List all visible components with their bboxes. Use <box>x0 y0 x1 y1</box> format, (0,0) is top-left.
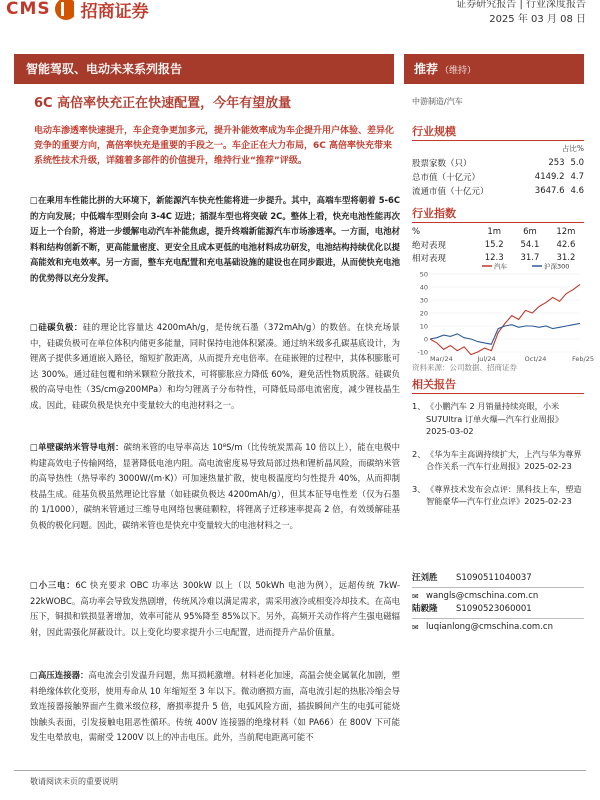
report-type: 证券研究报告 | 行业深度报告 <box>456 0 586 10</box>
industry-scale-heading: 行业规模 <box>412 125 456 138</box>
related-reports-list <box>412 400 584 518</box>
table-row <box>412 238 584 251</box>
paragraph-small-three-electric <box>30 578 400 640</box>
cell: 54.1 <box>520 239 540 250</box>
list-item[interactable] <box>412 448 584 473</box>
footer-divider <box>14 770 586 771</box>
legend-label: 汽车 <box>494 262 507 271</box>
cell: 4149.2 <box>534 172 565 182</box>
cell: 31.2 <box>556 252 576 263</box>
cell: 1m <box>487 226 502 237</box>
x-tick-label: Mar/24 <box>430 355 453 363</box>
cell: 15.2 <box>484 239 504 250</box>
series-line-auto <box>430 284 580 354</box>
top-header <box>0 0 600 34</box>
logo-cn-text: 招商证券 <box>80 1 149 22</box>
chart-source: 资料来源：公司数据、招商证券 <box>412 363 517 372</box>
y-tick-label: 50 <box>419 270 428 279</box>
industry-scale-table <box>412 156 584 198</box>
analyst-name: 汪刘胜 <box>412 573 438 583</box>
logo-mark-icon <box>55 0 77 20</box>
cell: 总市值（十亿元） <box>412 173 481 183</box>
series-banner: 智能驾驭、电动未来系列报告 <box>14 54 394 84</box>
paragraph-silicon-carbon <box>30 320 400 413</box>
table-row <box>412 156 584 170</box>
report-title: 6C 高倍率快充正在快速配置，今年有望放量 <box>34 96 292 111</box>
y-tick-label: 0 <box>423 335 428 344</box>
index-performance-table <box>412 225 584 264</box>
list-item[interactable] <box>412 483 584 508</box>
paragraph-hv-connector <box>30 668 400 746</box>
related-reports-heading: 相关报告 <box>412 378 456 391</box>
legend-label: 沪深300 <box>544 262 570 271</box>
cell: 相对表现 <box>412 253 447 264</box>
analyst-name: 陆毅隆 <box>412 604 438 614</box>
cell: 3647.6 <box>534 186 565 196</box>
y-tick-label: -10 <box>417 348 428 357</box>
y-tick-label: 10 <box>419 322 428 331</box>
analyst-id: S1090523060001 <box>456 604 532 614</box>
x-tick-label: Oct/24 <box>524 355 547 363</box>
divider <box>412 618 584 619</box>
divider <box>412 140 584 141</box>
cell: 流通市值（十亿元） <box>412 187 489 197</box>
cell: 253 <box>548 158 565 168</box>
divider <box>412 587 584 588</box>
divider <box>412 393 584 394</box>
paragraph-heading: □单壁碳纳米管导电剂： <box>30 442 124 452</box>
paragraph-text: 高电流会引发温升问题，焦耳损耗激增。材料老化加速，高温会使金属氧化加剧，塑料绝缘体软化变形，使用寿命从 10 年缩短至 3 年以下。微动磨损方面，高电流引起的热胀冷缩会导致连接器接触界面产生微米级位移，磨损率提升 5 倍，电弧风险方面，插拔瞬间产生的电弧可能烧蚀触头表面，引发接触电阻恶性循环。传统 400V 连接器的绝缘材料（如 PA66）在 800V 下可能发生电晕放电，需耐受 1200V 以上的冲击电压。此外，当前爬电距离可能不 <box>30 670 401 742</box>
index-line-chart <box>412 260 594 370</box>
paragraph-overview: □在乘用车性能比拼的大环境下，新能源汽车快充性能将进一步提升。其中，高端车型将朝着 5-6C 的方向发展；中低端车型则会向 3-4C 迈进；插混车型也将突破 2C。整体上看，快充电池性能再次迈上一个台阶，将进一步缓解电动汽车补能焦虑，提升终端新能源汽车市场渗透率。一方面，电池材料和结构创新不断，更高能量密度、更安全且成本更低的电池材料成功研发，电池结构持续优化以提高能效和充电效率。另一方面，整车充电配置和充电基础设施的建设也在同步跟进，从而使快充电池的优势得以充分发挥。 <box>30 195 400 283</box>
y-tick-label: 40 <box>419 283 428 292</box>
cell: 4.6 <box>570 186 584 196</box>
report-summary: 电动车渗透率快速提升，车企竞争更加多元，提升补能效率成为车企提升用户体验、差异化竞争的重要方向，高倍率快充是重要的手段之一。车企正在大力布局，6C 高倍率快充带来系统性技术升级，详随着多部件的价值提升，维持行业“推荐”评级。 <box>34 126 395 166</box>
report-link[interactable]: 《华为车主高调持续扩大，上汽与华为尊界合作关系一汽车行业周报》2025-02-23 <box>426 448 582 471</box>
footer-note: 敬请阅读末页的重要说明 <box>30 777 118 786</box>
list-index: 2、 <box>412 448 426 459</box>
analyst-row <box>412 572 584 585</box>
analyst-block <box>412 572 584 634</box>
header-meta <box>456 0 586 28</box>
y-tick-label: 20 <box>419 309 428 318</box>
report-date: 2025 年 03 月 08 日 <box>489 14 586 25</box>
cell: 12m <box>556 226 576 237</box>
rating-main: 推荐 <box>414 62 439 76</box>
table-row <box>412 184 584 198</box>
table-row <box>412 170 584 184</box>
paragraph-text: 碳纳米管的电导率高达 10⁸S/m（比传统炭黑高 10 倍以上），能在电极中构建高效电子传输网络，显著降低电池内阻。高电流密度易导致局部过热和锂析晶风险，而碳纳米管的高导热性（热导率约 3000W/(m·K)）可加速热量扩散，使电极温度均匀性提升 40%，从而抑制枝晶生成。硅基负极虽然理论比容量（如硅碳负极达 4200mAh/g），但其本征导电性差（仅为石墨的 1/1000），碳纳米管通过三维导电网络包裹硅颗粒，将锂离子迁移速率提高 2 倍，有效缓解硅基负极的极化问题。因此，碳纳米管也是快充中变量较大的电池材料之一。 <box>30 442 400 530</box>
cell: % <box>412 226 421 237</box>
analyst-id: S1090511040037 <box>456 573 532 583</box>
cell: 6m <box>523 226 537 237</box>
paragraph-heading: □小三电： <box>30 580 76 590</box>
cell: 31.7 <box>520 252 540 263</box>
industry-index-heading: 行业指数 <box>412 207 456 220</box>
scale-unit: 占比% <box>561 144 584 153</box>
x-tick-label: Jul/24 <box>477 355 496 363</box>
rating-box <box>404 54 584 84</box>
table-header-row <box>412 225 584 238</box>
sector-label: 中游制造/汽车 <box>412 97 463 106</box>
cell: 5.0 <box>570 158 584 168</box>
cell: 42.6 <box>556 239 576 250</box>
logo-cms-text: CMS <box>6 0 51 19</box>
cell: 12.3 <box>484 252 504 263</box>
paragraph-carbon-nanotube <box>30 440 400 533</box>
paragraph-heading: □高压连接器： <box>30 670 89 680</box>
paragraph-text: 硅的理论比容量达 4200mAh/g，是传统石墨（372mAh/g）的数倍。在快充场景中，硅碳负极可在单位体积内储更多能量，同时保持电池体积紧凑。通过纳米级多孔碳基底设计，为锂离子提供多通道嵌入路径，缩短扩散距离，从而提升充电倍率。在硅嵌锂的过程中，其体积膨胀可达 300%。通过硅包覆和纳米颗粒分散技术，可将膨胀应力降低 60%，避免活性物质脱落。硅碳负极的高导电性（3S/cm@200MPa）和均匀锂离子分布特性，可降低局部电流密度，减少锂枝晶生成。因此，硅碳负极是快充中变量较大的电池材料之一。 <box>30 322 400 410</box>
cell: 4.7 <box>570 172 584 182</box>
company-logo <box>6 0 149 22</box>
analyst-row <box>412 603 584 616</box>
analyst-email[interactable]: ✉ luqianlong@cmschina.com.cn <box>412 621 584 634</box>
cell: 绝对表现 <box>412 240 447 251</box>
y-tick-label: 30 <box>419 296 428 305</box>
report-link[interactable]: 《小鹏汽车 2 月销量持续亮眼，小米 SU7Ultra 订单火爆—汽车行业周报》2025-03-02 <box>426 401 564 436</box>
list-item[interactable] <box>412 400 584 438</box>
divider <box>412 222 584 223</box>
rating-sub: （维持） <box>440 66 477 76</box>
paragraph-text: 6C 快充要求 OBC 功率达 300kW 以上（以 50kWh 电池为例），远超传统 7kW-22kWOBC。高功率会导致发热剧增，传统风冷难以满足需求，需采用液冷或相变冷却技术。在高电压下，铜损和铁损显著增加，效率可能从 95%降至 85%以下。另外，高频开关动作将产生强电磁辐射，因此需强化屏蔽设计。以上变化均要求提升小三电配置，进而提升产品价值量。 <box>30 580 400 637</box>
list-index: 3、 <box>412 483 426 494</box>
report-link[interactable]: 《尊界技术发布会点评：黑科技上车，塑造智能豪华—汽车行业点评》2025-02-23 <box>426 483 582 506</box>
cell: 股票家数（只） <box>412 159 472 169</box>
analyst-email[interactable]: ✉ wangls@cmschina.com.cn <box>412 590 584 603</box>
paragraph-heading: □硅碳负极： <box>30 322 83 332</box>
list-index: 1、 <box>412 401 426 411</box>
series-line-hs300 <box>430 323 580 344</box>
x-tick-label: Feb/25 <box>572 355 594 363</box>
